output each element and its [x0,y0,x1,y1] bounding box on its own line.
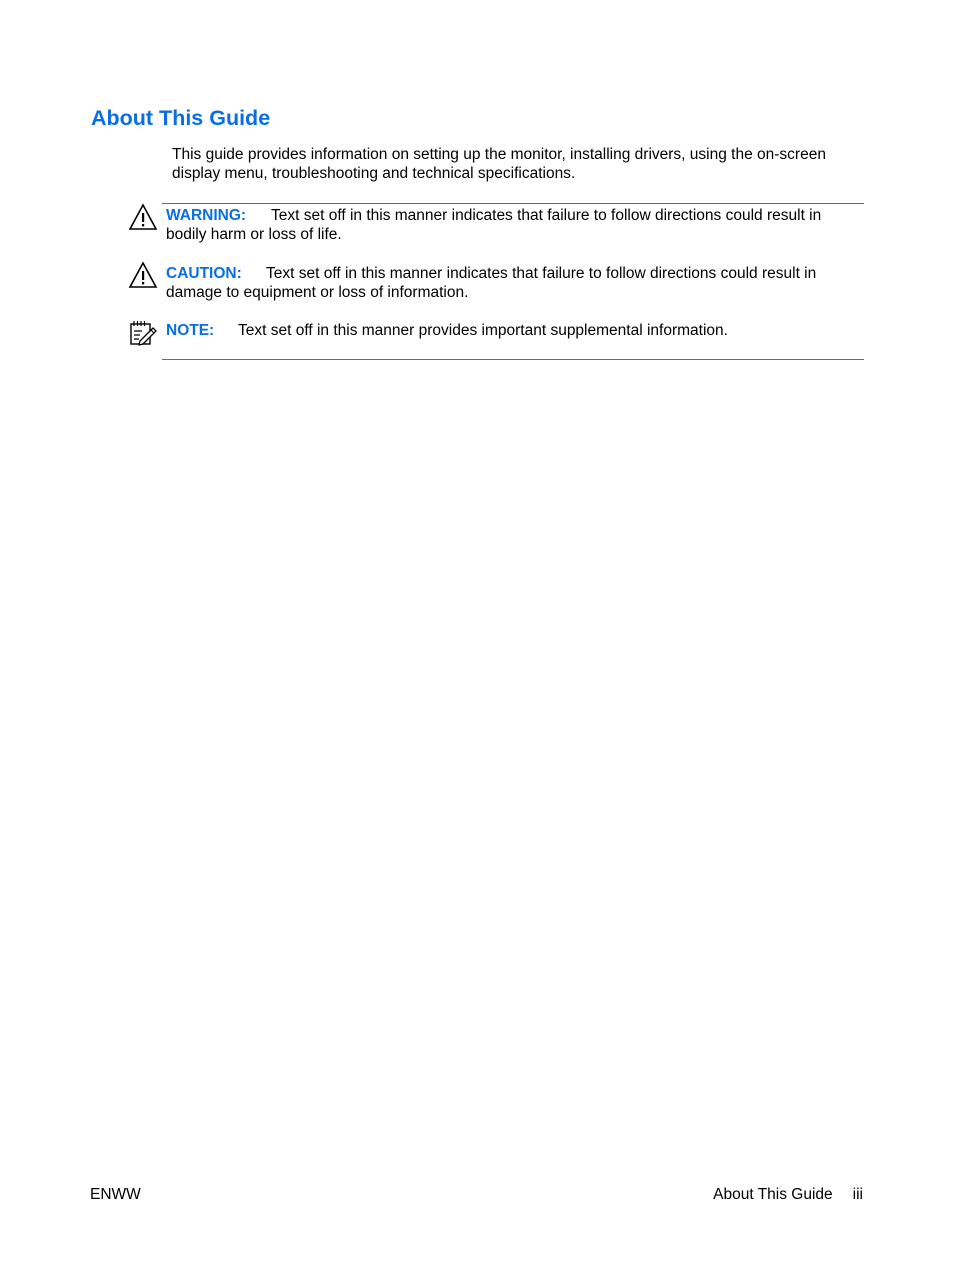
caution-label: CAUTION: [166,265,242,282]
caution-triangle-icon [128,260,158,290]
warning-triangle-icon [128,202,158,232]
footer-doc-id: ENWW [90,1186,141,1203]
warning-text: Text set off in this manner indicates that failure to follow directions could result in bodily harm or loss of life. [166,207,822,243]
notice-block-top-rule [162,203,864,204]
footer-page-number: iii [852,1186,863,1203]
intro-paragraph: This guide provides information on setting up the monitor, installing drivers, using the on-screen display menu, troubleshooting and technical specifications. [172,146,826,182]
warning-label: WARNING: [166,207,247,224]
note-label: NOTE: [166,322,215,339]
caution-text: Text set off in this manner indicates that failure to follow directions could result in damage to equipment or loss of information. [166,265,817,301]
note-text: Text set off in this manner provides important supplemental information. [238,322,728,339]
footer-section-title: About This Guide [713,1186,833,1203]
notice-block-bottom-rule [162,359,864,360]
page-title: About This Guide [91,106,271,130]
notepad-icon [128,317,158,347]
footer-section [713,1185,863,1204]
